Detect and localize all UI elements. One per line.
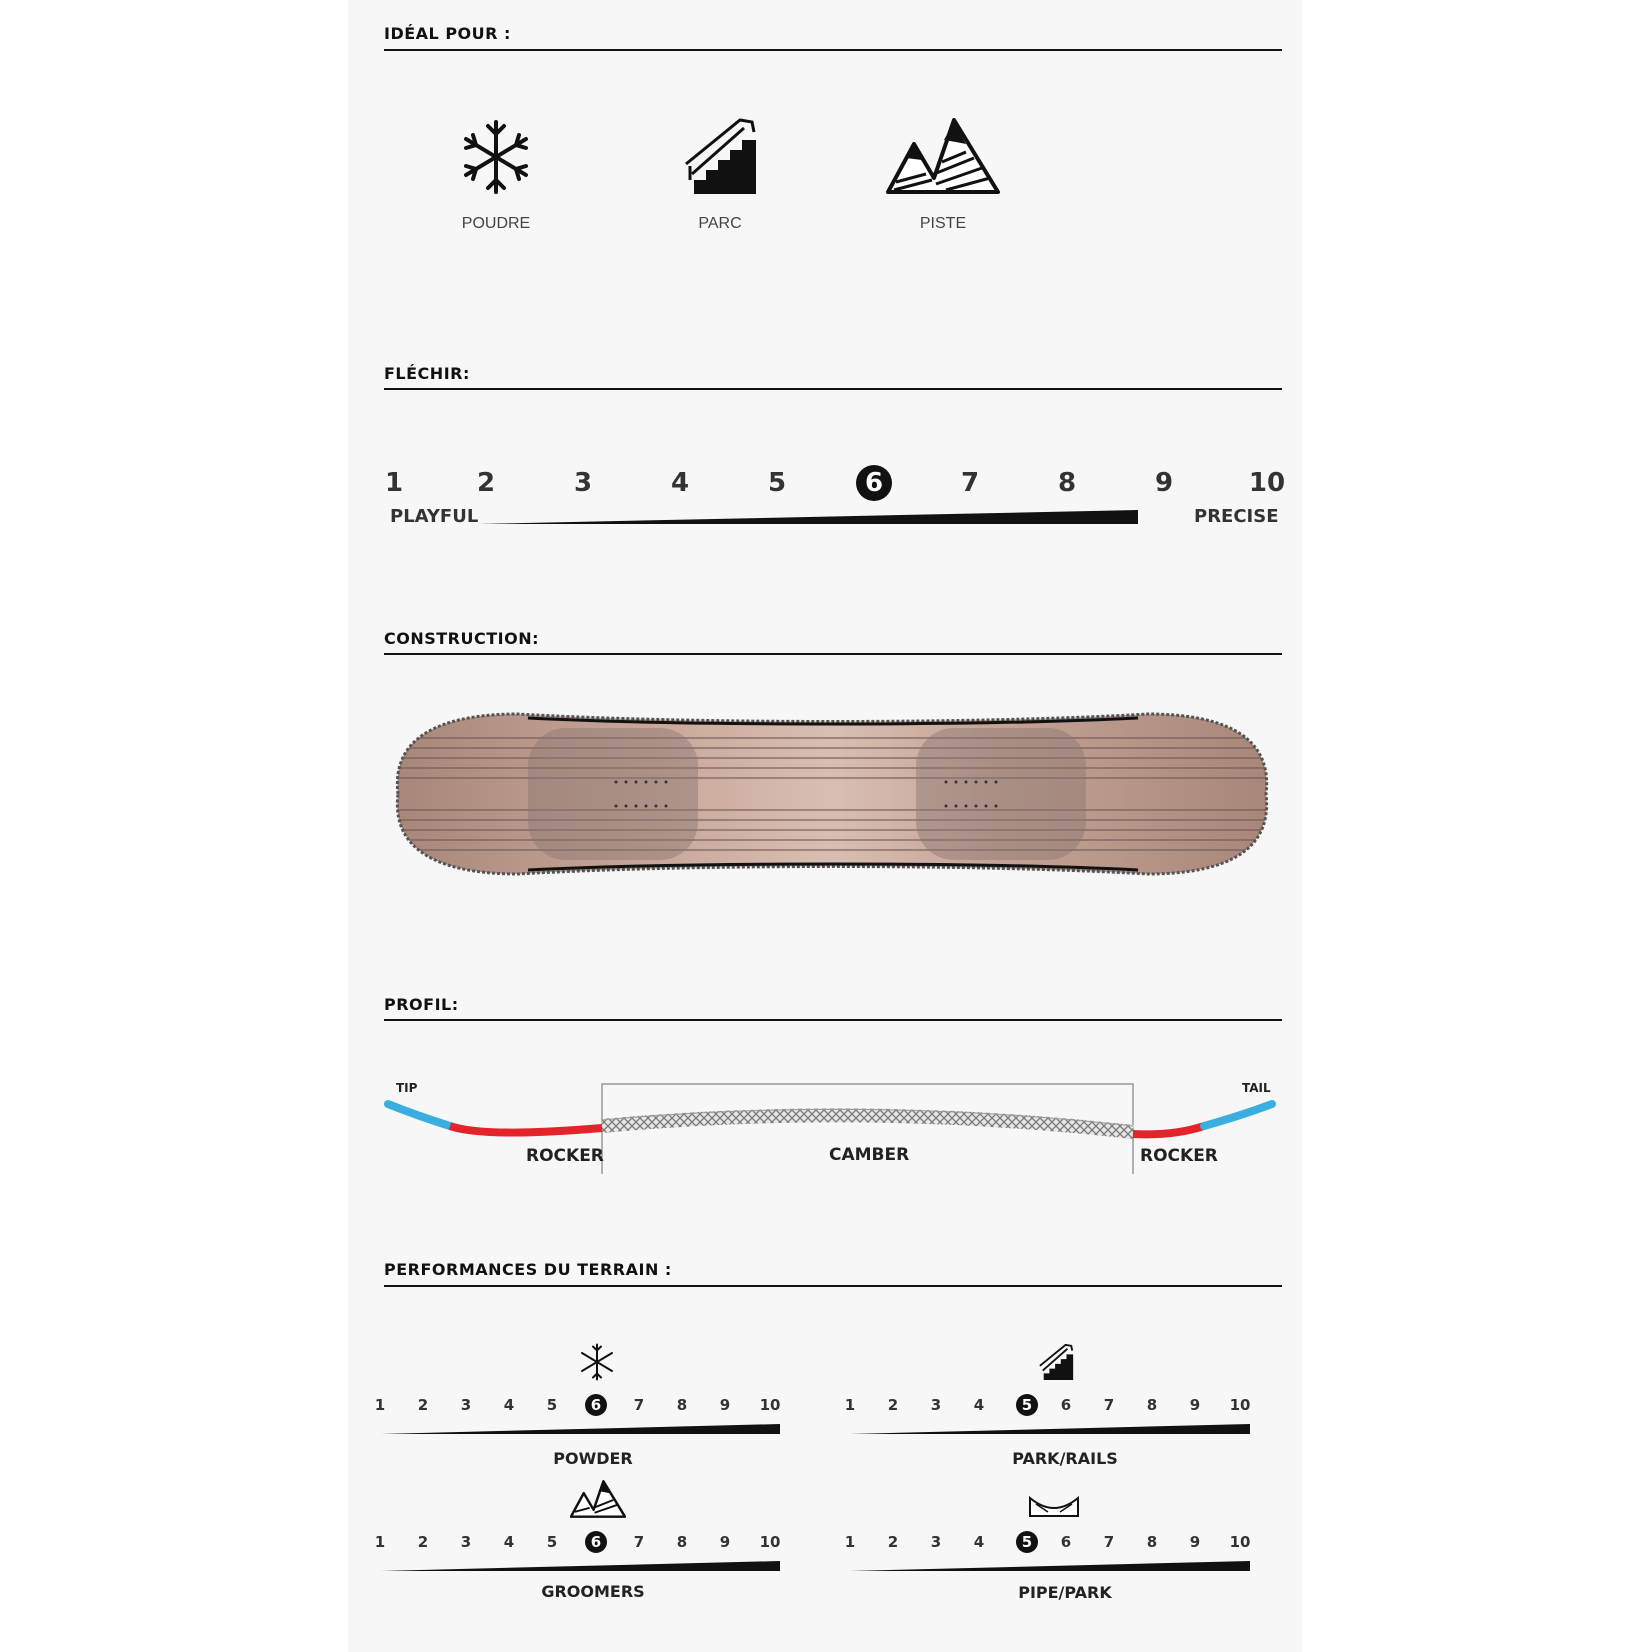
park-wedge-bar	[850, 1423, 1250, 1435]
section-divider	[384, 1019, 1282, 1021]
groomers-wedge-bar	[380, 1560, 780, 1572]
section-divider	[384, 49, 1282, 51]
groomers-value-7: 7	[633, 1533, 645, 1551]
terrain-label-groomers: GROOMERS	[541, 1582, 645, 1601]
pipe-value-4: 4	[973, 1533, 985, 1551]
powder-wedge-bar	[380, 1423, 780, 1435]
powder-value-3: 3	[460, 1396, 472, 1414]
profile-tail-label: TAIL	[1242, 1081, 1271, 1095]
ideal-label-piste: PISTE	[919, 215, 967, 232]
powder-value-2: 2	[417, 1396, 429, 1414]
profile-rocker-right-label: ROCKER	[1140, 1146, 1218, 1166]
park-value-4: 4	[973, 1396, 985, 1414]
groomers-value-2: 2	[417, 1533, 429, 1551]
park-value-7: 7	[1103, 1396, 1115, 1414]
pipe-value-10: 10	[1229, 1533, 1251, 1551]
groomers-value-3: 3	[460, 1533, 472, 1551]
ideal-label-powder: POUDRE	[461, 215, 531, 232]
pipe-value-6: 6	[1060, 1533, 1072, 1551]
flex-value-6: 6	[864, 468, 884, 498]
pipe-value-9: 9	[1189, 1533, 1201, 1551]
profile-camber-label: CAMBER	[829, 1145, 910, 1165]
profile-rocker-left-label: ROCKER	[526, 1146, 604, 1166]
section-title-terrain: PERFORMANCES DU TERRAIN :	[384, 1260, 672, 1279]
flex-value-1: 1	[384, 468, 404, 498]
pipe-value-2: 2	[887, 1533, 899, 1551]
section-title-profile: PROFIL:	[384, 995, 459, 1014]
park-value-5: 5	[1021, 1396, 1033, 1414]
flex-wedge-bar	[478, 508, 1138, 526]
mountains-icon	[570, 1480, 626, 1518]
groomers-value-1: 1	[374, 1533, 386, 1551]
flex-low-label: PLAYFUL	[390, 506, 479, 527]
flex-value-7: 7	[960, 468, 980, 498]
mountains-icon	[886, 118, 1000, 194]
section-divider	[384, 388, 1282, 390]
flex-value-3: 3	[573, 468, 593, 498]
powder-value-1: 1	[374, 1396, 386, 1414]
powder-value-10: 10	[759, 1396, 781, 1414]
pipe-value-1: 1	[844, 1533, 856, 1551]
stairs-rail-icon	[1038, 1342, 1076, 1382]
flex-value-4: 4	[670, 468, 690, 498]
park-value-10: 10	[1229, 1396, 1251, 1414]
powder-value-8: 8	[676, 1396, 688, 1414]
spec-panel	[348, 0, 1302, 1652]
pipe-value-3: 3	[930, 1533, 942, 1551]
section-divider	[384, 1285, 1282, 1287]
park-value-1: 1	[844, 1396, 856, 1414]
flex-value-5: 5	[767, 468, 787, 498]
section-divider	[384, 653, 1282, 655]
pipe-value-5: 5	[1021, 1533, 1033, 1551]
flex-value-2: 2	[476, 468, 496, 498]
snowboard-construction-image	[388, 708, 1276, 880]
snowflake-icon	[460, 118, 532, 196]
park-value-9: 9	[1189, 1396, 1201, 1414]
terrain-label-powder: POWDER	[553, 1449, 633, 1468]
pipe-value-7: 7	[1103, 1533, 1115, 1551]
flex-value-9: 9	[1154, 468, 1174, 498]
park-value-6: 6	[1060, 1396, 1072, 1414]
powder-value-7: 7	[633, 1396, 645, 1414]
terrain-label-pipe-park: PIPE/PARK	[1018, 1583, 1112, 1602]
snowflake-icon	[579, 1342, 615, 1382]
groomers-value-4: 4	[503, 1533, 515, 1551]
section-title-flex: FLÉCHIR:	[384, 364, 470, 383]
stairs-rail-icon	[682, 116, 762, 196]
pipe-value-8: 8	[1146, 1533, 1158, 1551]
groomers-value-9: 9	[719, 1533, 731, 1551]
flex-high-label: PRECISE	[1194, 506, 1279, 527]
groomers-value-5: 5	[546, 1533, 558, 1551]
powder-value-4: 4	[503, 1396, 515, 1414]
powder-value-9: 9	[719, 1396, 731, 1414]
section-title-construction: CONSTRUCTION:	[384, 629, 539, 648]
ideal-label-park: PARC	[698, 215, 742, 232]
groomers-value-8: 8	[676, 1533, 688, 1551]
groomers-value-6: 6	[590, 1533, 602, 1551]
flex-value-10: 10	[1248, 468, 1286, 498]
powder-value-6: 6	[590, 1396, 602, 1414]
park-value-8: 8	[1146, 1396, 1158, 1414]
flex-value-8: 8	[1057, 468, 1077, 498]
pipe-wedge-bar	[850, 1560, 1250, 1572]
groomers-value-10: 10	[759, 1533, 781, 1551]
park-value-3: 3	[930, 1396, 942, 1414]
profile-tip-label: TIP	[396, 1081, 418, 1095]
halfpipe-icon	[1028, 1496, 1080, 1520]
powder-value-5: 5	[546, 1396, 558, 1414]
terrain-label-park-rails: PARK/RAILS	[1012, 1449, 1118, 1468]
section-title-ideal: IDÉAL POUR :	[384, 24, 511, 43]
park-value-2: 2	[887, 1396, 899, 1414]
